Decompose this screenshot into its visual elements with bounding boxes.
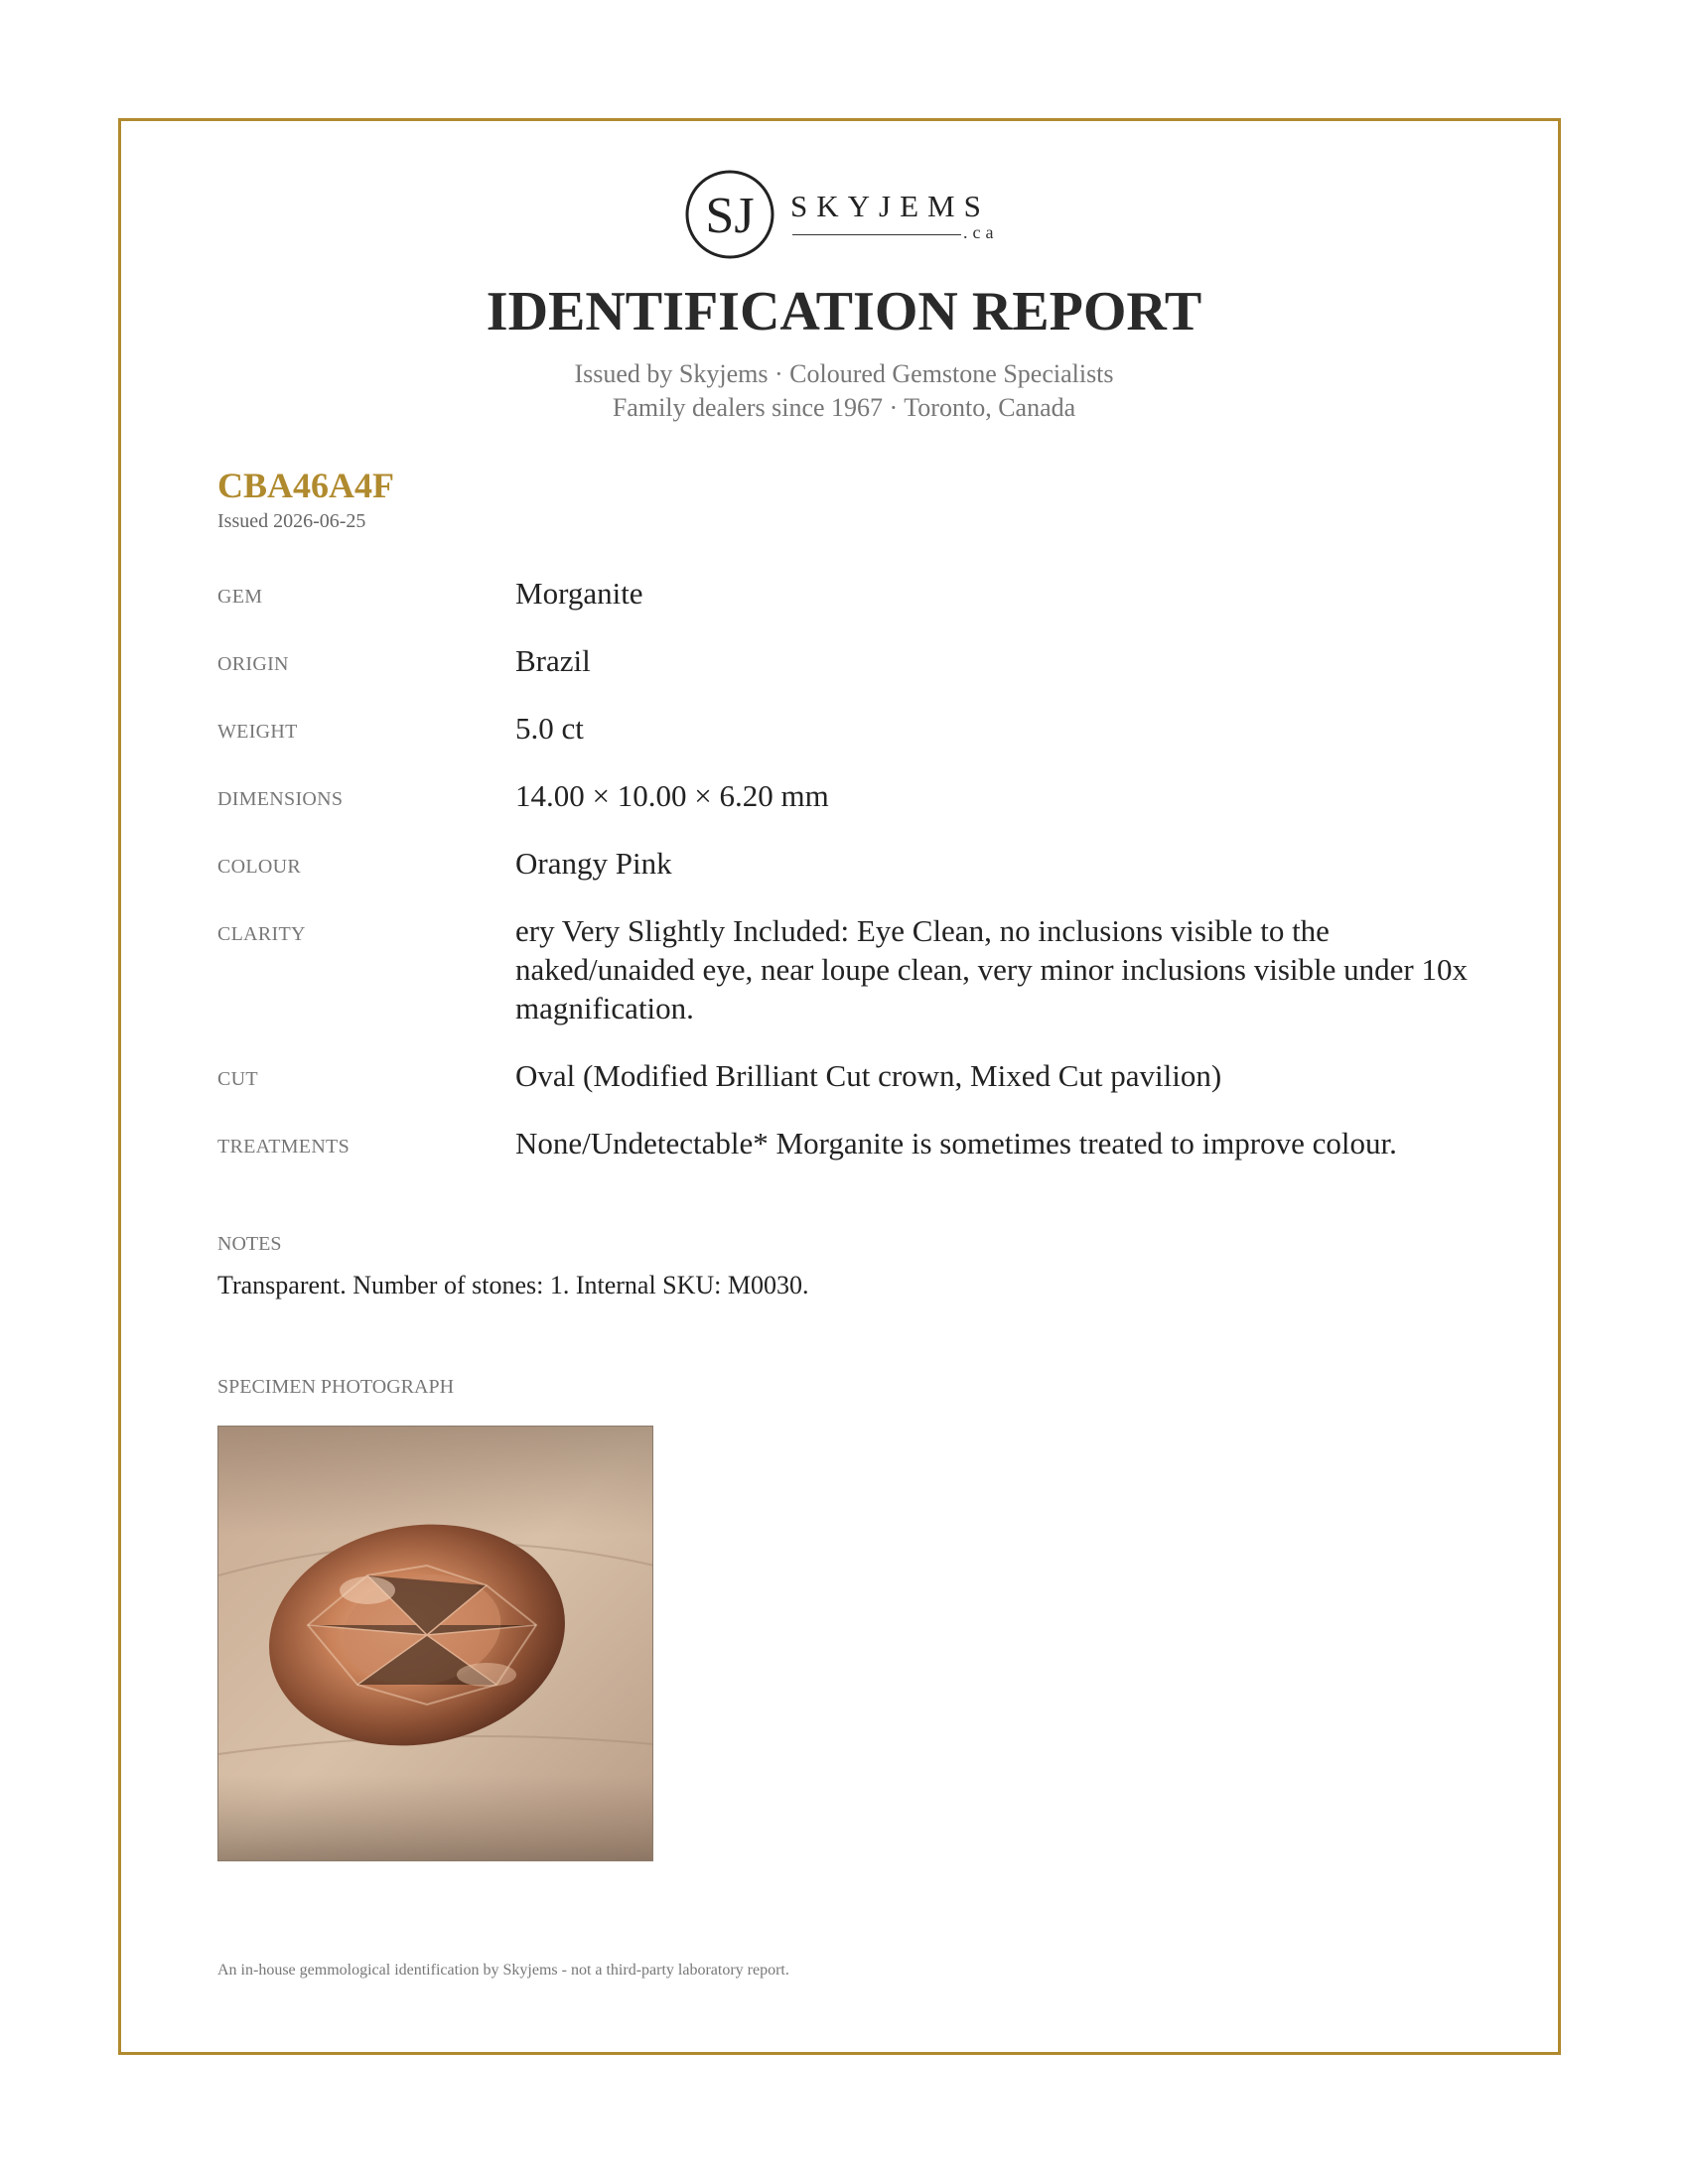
issue-date: Issued 2026-06-25 xyxy=(217,510,366,532)
gem-photo-illustration xyxy=(218,1427,653,1861)
field-label: DIMENSIONS xyxy=(217,788,344,810)
report-id: CBA46A4F xyxy=(217,466,394,505)
field-row-colour xyxy=(217,844,1508,911)
specimen-photograph xyxy=(217,1426,653,1861)
field-label: TREATMENTS xyxy=(217,1136,350,1158)
notes-text: Transparent. Number of stones: 1. Internal SKU: M0030. xyxy=(217,1271,809,1299)
field-label: CLARITY xyxy=(217,923,306,945)
field-row-gem xyxy=(217,574,1508,641)
report-title: IDENTIFICATION REPORT xyxy=(486,281,1202,342)
field-label: CUT xyxy=(217,1068,258,1090)
field-row-origin xyxy=(217,641,1508,709)
field-label: WEIGHT xyxy=(217,721,298,743)
field-row-clarity xyxy=(217,911,1508,1056)
specimen-photo-label: SPECIMEN PHOTOGRAPH xyxy=(217,1376,455,1398)
field-value: 14.00 × 10.00 × 6.20 mm xyxy=(515,778,829,813)
brand-tld: .ca xyxy=(963,222,999,242)
field-value: Morganite xyxy=(515,576,643,611)
field-row-treatments xyxy=(217,1124,1508,1191)
field-value: None/Undetectable* Morganite is sometimes treated to improve colour. xyxy=(515,1126,1397,1160)
field-value: Orangy Pink xyxy=(515,846,672,881)
report-subtitle-line1: Issued by Skyjems · Coloured Gemstone Specialists xyxy=(574,359,1114,388)
field-value: Brazil xyxy=(515,643,591,678)
brand-rule xyxy=(792,234,961,235)
svg-text:SJ: SJ xyxy=(705,188,755,244)
report-subtitle-line2: Family dealers since 1967 · Toronto, Canada xyxy=(612,393,1076,422)
field-row-cut xyxy=(217,1056,1508,1124)
field-label: GEM xyxy=(217,586,263,608)
disclaimer-footer: An in-house gemmological identification by Skyjems - not a third-party laboratory report. xyxy=(217,1962,789,1979)
gem-details-table xyxy=(217,574,1508,1191)
field-value: Oval (Modified Brilliant Cut crown, Mixed Cut pavilion) xyxy=(515,1058,1222,1093)
field-value: ery Very Slightly Included: Eye Clean, no inclusions visible to the naked/unaided eye, near loupe clean, very minor inclusions visible under 10x magnification. xyxy=(515,913,1468,1025)
field-label: COLOUR xyxy=(217,856,302,878)
notes-label: NOTES xyxy=(217,1233,282,1255)
brand-wordmark: SKYJEMS xyxy=(790,189,990,223)
field-value: 5.0 ct xyxy=(515,711,584,746)
brand-logo xyxy=(683,165,1001,262)
field-row-dimensions xyxy=(217,776,1508,844)
sj-monogram-logo xyxy=(683,165,776,262)
field-row-weight xyxy=(217,709,1508,776)
field-label: ORIGIN xyxy=(217,653,289,675)
